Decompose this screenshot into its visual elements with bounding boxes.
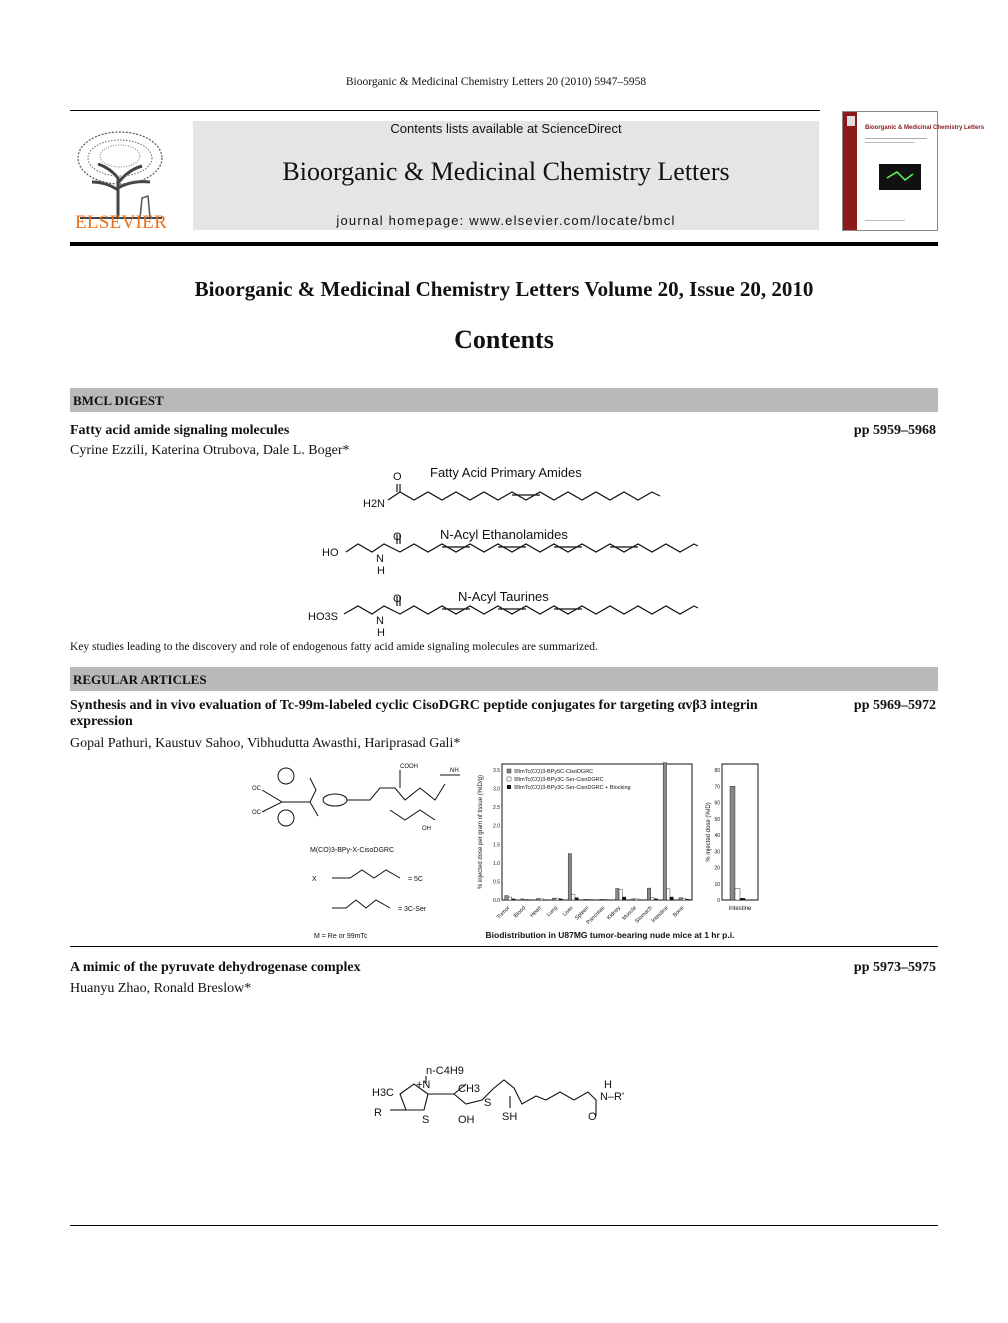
structure-label-ethanolamides: N-Acyl Ethanolamides <box>440 527 568 542</box>
contents-heading: Contents <box>454 325 554 354</box>
journal-cover-thumbnail <box>842 111 985 231</box>
sh-group: SH <box>502 1111 518 1123</box>
n-plus: +N <box>416 1079 431 1091</box>
article-title-1[interactable]: Fatty acid amide signaling molecules <box>70 423 290 438</box>
ytick-int-0: 0 <box>717 898 720 904</box>
hso3-group: HO3S <box>308 611 338 623</box>
ytick-int-6: 60 <box>714 800 720 807</box>
biodistribution-chart <box>470 758 770 944</box>
bar-lung-s3 <box>559 899 562 900</box>
category-label-blood: Blood <box>512 905 528 920</box>
category-label-intestine: Intestine <box>650 905 670 925</box>
chart-frame-intestine <box>722 764 758 900</box>
bar-pancreas-s1 <box>600 899 603 900</box>
complex-label: M(CO)3-BPy-X-CisoDGRC <box>310 847 394 854</box>
amide-h-3: H <box>377 627 385 639</box>
journal-homepage[interactable]: journal homepage: www.elsevier.com/locate/bmcl <box>336 213 676 228</box>
amide-oxygen: O <box>588 1111 597 1123</box>
ytick-main-7: 3.5 <box>493 768 500 774</box>
legend-1: 99mTc(CO)3-BPy5C-CisoDGRC <box>514 769 594 775</box>
h2n-group: H2N <box>363 498 386 510</box>
carbonyl-o-3: O <box>393 593 402 605</box>
category-label-muscle: Muscle <box>621 905 638 922</box>
bar-intestine-inset-s3 <box>740 898 745 900</box>
ytick-int-4: 40 <box>714 833 720 839</box>
h3c-group: H3C <box>372 1087 395 1099</box>
legend-3: 99mTc(CO)3-BPy3C-Ser-CisoDGRC + Blocking <box>514 785 631 791</box>
fatty-acid-structures <box>300 462 720 642</box>
category-label-tumor: Tumor <box>495 905 512 921</box>
article-pages-2[interactable]: pp 5969–5972 <box>853 698 936 713</box>
ytick-main-6: 3.0 <box>493 786 500 793</box>
bar-lung-s2 <box>556 898 559 900</box>
article-authors-1: Cyrine Ezzili, Katerina Otrubova, Dale L. Boger* <box>70 443 350 458</box>
amide-nr: N–R' <box>600 1091 625 1103</box>
svg-text:NH: NH <box>450 768 459 774</box>
ch3-group: CH3 <box>458 1083 481 1095</box>
oh-group: OH <box>458 1114 475 1126</box>
ytick-int-7: 70 <box>714 784 720 791</box>
ytick-main-1: 0.5 <box>493 879 500 886</box>
header-rule <box>70 110 820 111</box>
thioether-sulfur: S <box>484 1097 492 1109</box>
amide-n-2: N <box>376 553 384 565</box>
amide-n-3: N <box>376 615 384 627</box>
category-label-lung: Lung <box>545 905 559 919</box>
bar-muscle-s1 <box>631 899 634 900</box>
article-title-3[interactable]: A mimic of the pyruvate dehydrogenase complex <box>70 960 361 975</box>
bar-liver-s2 <box>572 894 575 900</box>
amide-h: H <box>604 1079 612 1091</box>
volume-title: Bioorganic & Medicinal Chemistry Letters Volume 20, Issue 20, 2010 <box>194 277 814 301</box>
bar-stomach-s1 <box>647 888 650 900</box>
journal-title: Bioorganic & Medicinal Chemistry Letters <box>282 157 730 186</box>
bar-blood-s2 <box>524 899 527 900</box>
ytick-main-5: 2.5 <box>493 805 500 812</box>
bar-kidney-s2 <box>619 890 622 900</box>
header-thick-rule <box>70 242 938 246</box>
category-label-heart: Heart <box>529 905 543 919</box>
x-eq-3c-ser: = 3C-Ser <box>398 906 427 913</box>
bar-liver-s3 <box>575 898 578 900</box>
section-label-regular: REGULAR ARTICLES <box>73 672 207 687</box>
bar-intestine-s2 <box>667 889 670 900</box>
section-label-digest: BMCL DIGEST <box>73 393 164 408</box>
svg-text:OC: OC <box>252 786 261 792</box>
journal-citation: Bioorganic & Medicinal Chemistry Letters 20 (2010) 5947–5958 <box>345 76 647 88</box>
publisher-name: ELSEVIER <box>74 212 168 233</box>
ytick-main-2: 1.0 <box>493 860 500 867</box>
bar-spleen-s2 <box>587 899 590 900</box>
thiazolium-structure <box>370 1060 670 1130</box>
bar-liver-s1 <box>568 854 571 900</box>
ytick-main-3: 1.5 <box>493 842 500 849</box>
svg-text:OH: OH <box>422 826 431 832</box>
cover-title: Bioorganic & Medicinal Chemistry Letters <box>865 125 985 131</box>
section-bar-digest <box>70 388 938 412</box>
bar-spleen-s1 <box>584 899 587 900</box>
bar-intestine-inset-s2 <box>735 889 740 900</box>
bar-pancreas-s2 <box>603 899 606 900</box>
category-label-bone: Bone <box>672 905 686 919</box>
ytick-main-4: 2.0 <box>493 823 500 830</box>
article-title-2[interactable] <box>70 698 810 730</box>
ytick-int-3: 30 <box>714 849 720 856</box>
carbonyl-o-2: O <box>393 531 402 543</box>
m-eq-label: M = Re or 99mTc <box>314 933 368 940</box>
article-caption-1: Key studies leading to the discovery and role of endogenous fatty acid amide signaling molecules are summarized. <box>70 641 598 653</box>
category-label-kidney: Kidney <box>606 905 623 922</box>
cover-graphic <box>843 112 985 230</box>
bar-blood-s1 <box>521 899 524 900</box>
category-label-liver: Liver <box>561 905 575 918</box>
article-pages-1[interactable]: pp 5959–5968 <box>853 423 936 438</box>
bar-heart-s1 <box>536 899 539 900</box>
bar-bone-s3 <box>686 899 689 900</box>
bar-stomach-s3 <box>654 899 657 900</box>
x-eq-5c: = 5C <box>408 876 423 883</box>
ytick-int-5: 50 <box>714 816 720 823</box>
tc-complex-structures <box>250 760 470 942</box>
svg-text:X: X <box>312 876 317 883</box>
bar-lung-s1 <box>552 898 555 900</box>
ho-group: HO <box>322 547 339 559</box>
svg-text:OC: OC <box>252 810 261 816</box>
ring-sulfur: S <box>422 1114 430 1126</box>
bar-kidney-s1 <box>616 888 619 900</box>
separator-3 <box>70 1225 938 1226</box>
bar-bone-s2 <box>682 898 685 900</box>
separator-2 <box>70 946 938 947</box>
article-pages-3[interactable]: pp 5973–5975 <box>853 960 936 975</box>
category-label-stomach: Stomach <box>634 905 654 925</box>
bar-tumor-s3 <box>512 899 515 900</box>
category-label-spleen: Spleen <box>574 905 591 922</box>
category-label-pancreas: Pancreas <box>585 905 607 926</box>
bar-intestine-inset-s1 <box>730 786 735 900</box>
intestine-axis-label: Intestine <box>728 906 752 912</box>
svg-text:COOH: COOH <box>400 764 418 770</box>
bar-intestine-s3 <box>670 897 673 900</box>
bar-heart-s2 <box>540 899 543 900</box>
article-authors-2: Gopal Pathuri, Kaustuv Sahoo, Vibhudutta Awasthi, Hariprasad Gali* <box>70 736 461 751</box>
chart-ylabel-2: % injected dose (%ID) <box>706 802 712 862</box>
article-title-2-line2: expression <box>70 714 133 729</box>
structure-label-taurines: N-Acyl Taurines <box>458 589 549 604</box>
carbonyl-o-1: O <box>393 471 402 483</box>
bar-tumor-s2 <box>508 897 511 900</box>
ytick-int-8: 80 <box>714 768 720 774</box>
ytick-int-2: 20 <box>714 865 720 872</box>
legend-2: 99mTc(CO)3-BPy3C-Ser-CisoDGRC <box>514 777 604 783</box>
chart-ylabel: % injected dose per gram of tissue (%ID/g) <box>478 774 484 890</box>
chart-caption: Biodistribution in U87MG tumor-bearing nude mice at 1 hr p.i. <box>485 930 735 940</box>
ytick-int-1: 10 <box>714 881 720 888</box>
structure-label-primary-amides: Fatty Acid Primary Amides <box>430 465 582 480</box>
amide-h-2: H <box>377 565 385 577</box>
bar-kidney-s3 <box>622 897 625 900</box>
ytick-main-0: 0.0 <box>493 898 500 904</box>
bar-stomach-s2 <box>651 898 654 900</box>
bar-tumor-s1 <box>505 896 508 900</box>
contents-available-text: Contents lists available at ScienceDirect <box>390 121 622 136</box>
bar-muscle-s2 <box>635 899 638 900</box>
article-title-2-line1: Synthesis and in vivo evaluation of Tc-99m-labeled cyclic CisoDGRC peptide conjugates for targeting αvβ3 integrin <box>70 698 758 713</box>
nbutyl-group: n-C4H9 <box>426 1065 464 1077</box>
article-authors-3: Huanyu Zhao, Ronald Breslow* <box>70 981 252 996</box>
bar-intestine-s1 <box>663 763 666 900</box>
bar-bone-s1 <box>679 898 682 900</box>
r-group: R <box>374 1107 382 1119</box>
